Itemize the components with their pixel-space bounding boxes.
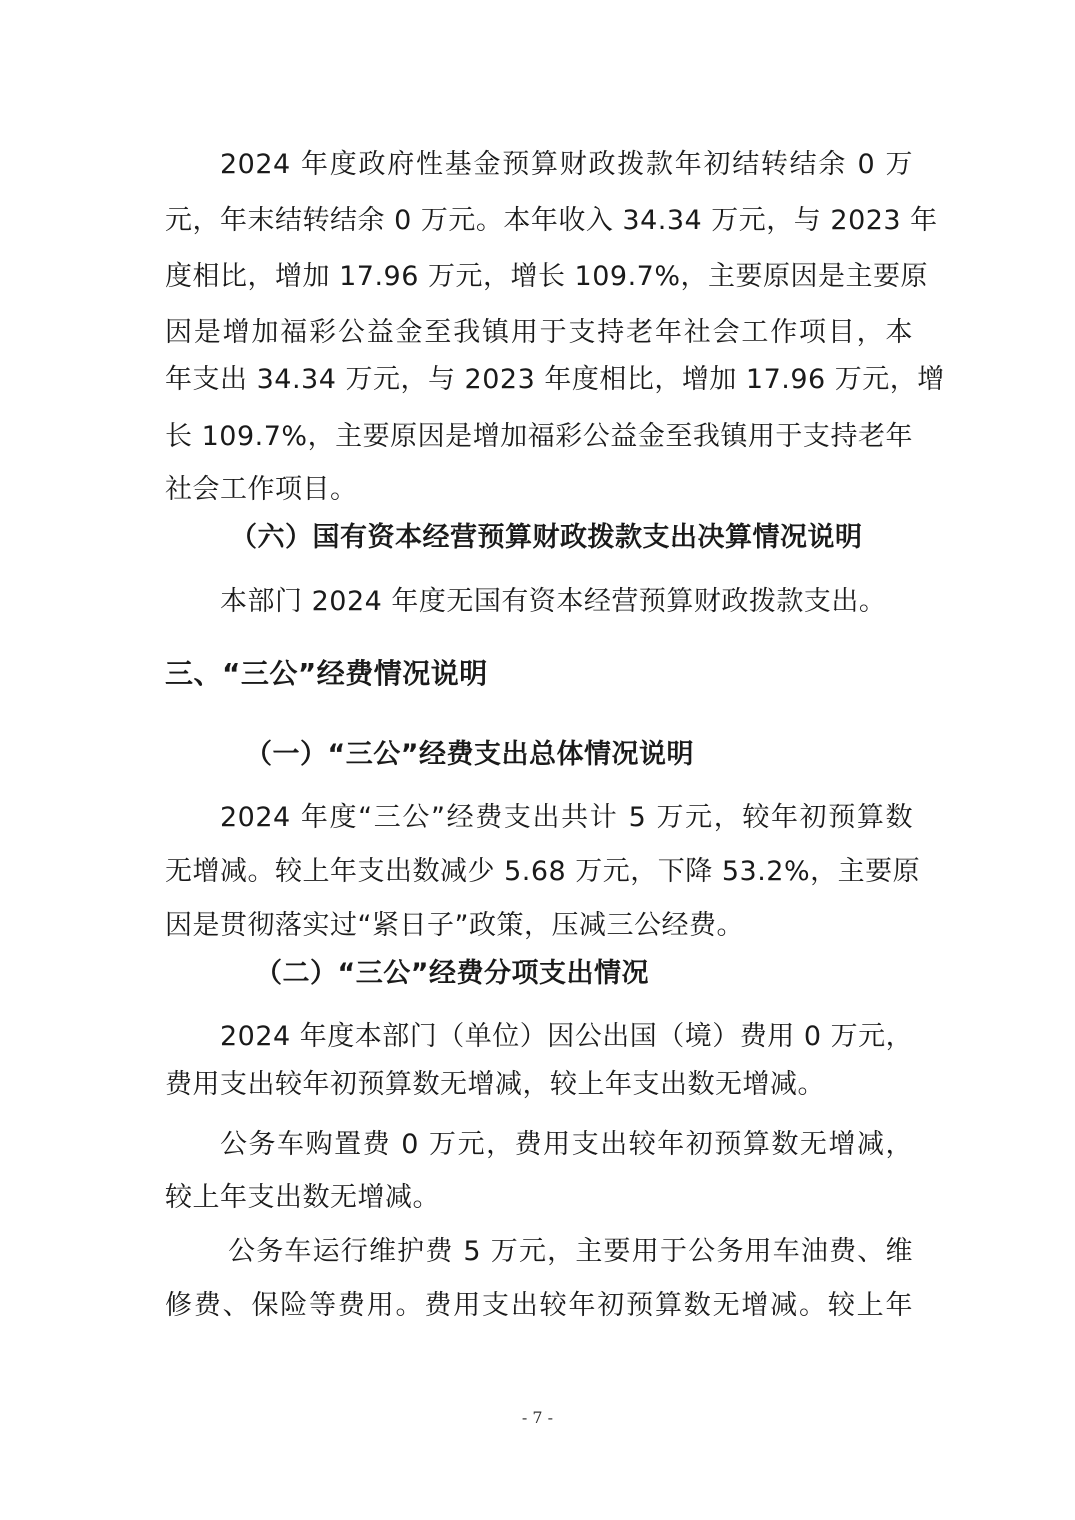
text-line: 年支出 34.34 万元，与 2023 年度相比，增加 17.96 万元，增 bbox=[165, 364, 945, 395]
text-line: 因是贯彻落实过“紧日子”政策，压减三公经费。 bbox=[165, 910, 744, 941]
text-line: 元，年末结转结余 0 万元。本年收入 34.34 万元，与 2023 年 bbox=[165, 205, 938, 236]
section-heading-3-2: （二）“三公”经费分项支出情况 bbox=[255, 958, 649, 989]
text-line: 社会工作项目。 bbox=[165, 474, 358, 505]
chapter-heading-3: 三、“三公”经费情况说明 bbox=[165, 657, 488, 690]
text-line: 无增减。较上年支出数减少 5.68 万元，下降 53.2%，主要原 bbox=[165, 856, 921, 887]
text-line: 较上年支出数无增减。 bbox=[165, 1182, 440, 1213]
text-line: 2024 年度“三公”经费支出共计 5 万元，较年初预算数 bbox=[220, 802, 913, 833]
section-heading-6: （六）国有资本经营预算财政拨款支出决算情况说明 bbox=[230, 522, 863, 553]
text-line: 公务车购置费 0 万元，费用支出较年初预算数无增减， bbox=[220, 1129, 913, 1160]
text-line: 修费、保险等费用。费用支出较年初预算数无增减。较上年 bbox=[165, 1290, 913, 1321]
section-heading-3-1: （一）“三公”经费支出总体情况说明 bbox=[245, 739, 694, 770]
text-line: 2024 年度本部门（单位）因公出国（境）费用 0 万元， bbox=[220, 1021, 914, 1052]
paragraph-state-capital: 本部门 2024 年度无国有资本经营预算财政拨款支出。 bbox=[220, 586, 887, 617]
text-line: 度相比，增加 17.96 万元，增长 109.7%，主要原因是主要原 bbox=[165, 261, 928, 292]
page-number: - 7 - bbox=[521, 1408, 554, 1427]
text-line: 2024 年度政府性基金预算财政拨款年初结转结余 0 万 bbox=[220, 149, 913, 180]
text-line: 公务车运行维护费 5 万元，主要用于公务用车油费、维 bbox=[228, 1236, 913, 1267]
text-line: 长 109.7%，主要原因是增加福彩公益金至我镇用于支持老年 bbox=[165, 421, 913, 452]
text-line: 因是增加福彩公益金至我镇用于支持老年社会工作项目，本 bbox=[165, 317, 913, 348]
text-line: 费用支出较年初预算数无增减，较上年支出数无增减。 bbox=[165, 1069, 825, 1100]
